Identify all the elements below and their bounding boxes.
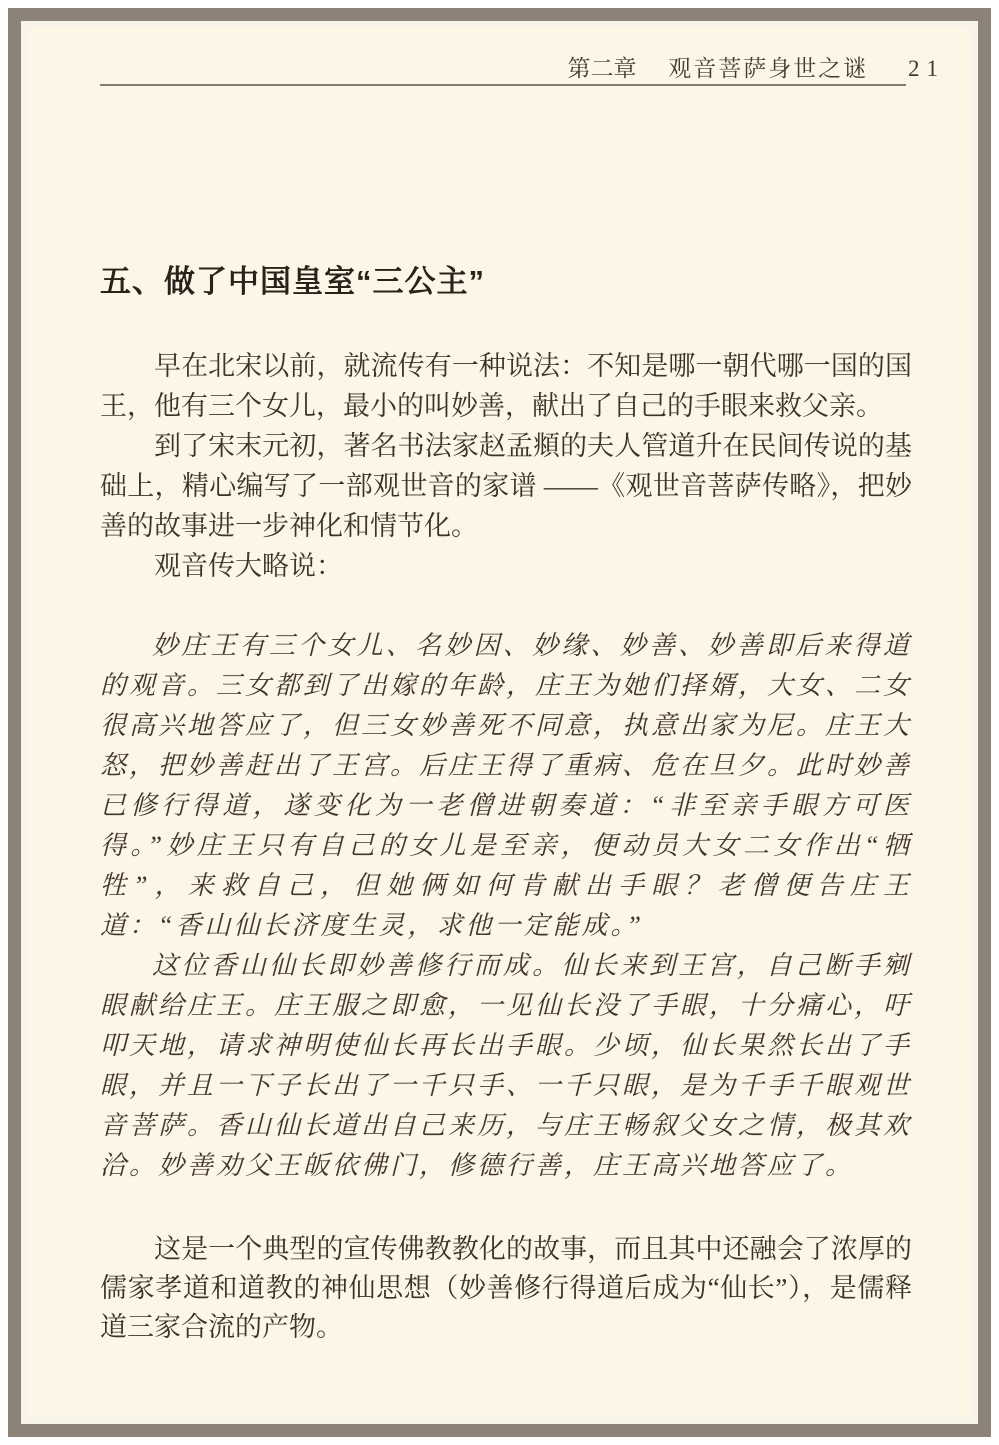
page-frame [8, 8, 991, 1437]
section-title: 五、做了中国皇室“三公主” [100, 264, 485, 299]
intro-paragraph: 早在北宋以前，就流传有一种说法：不知是哪一朝代哪一国的国王，他有三个女儿，最小的叫妙善，献出了自己的手眼来救父亲。 [100, 351, 912, 421]
page-content [100, 346, 912, 1347]
closing-paragraph: 这是一个典型的宣传佛教教化的故事，而且其中还融会了浓厚的儒家孝道和道教的神仙思想（妙善修行得道后成为“仙长”），是儒释道三家合流的产物。 [100, 1234, 912, 1342]
quote-paragraph: 这位香山仙长即妙善修行而成。仙长来到王宫，自己断手剜眼献给庄王。庄王服之即愈，一见仙长没了手眼，十分痛心，吁叩天地，请求神明使仙长再长出手眼。少顷，仙长果然长出了手眼，并且一下子长出了一千只手、一千只眼，是为千手千眼观世音菩萨。香山仙长道出自己来历，与庄王畅叙父女之情，极其欢洽。妙善劝父王皈依佛门，修德行善，庄王高兴地答应了。 [100, 951, 913, 1180]
page-number: 21 [908, 56, 945, 81]
chapter-label: 第二章 [567, 56, 637, 81]
quote-paragraph: 妙庄王有三个女儿、名妙因、妙缘、妙善、妙善即后来得道的观音。三女都到了出嫁的年龄，庄王为她们择婿，大女、二女很高兴地答应了，但三女妙善死不同意，执意出家为尼。庄王大怒，把妙善赶出了王宫。后庄王得了重病、危在旦夕。此时妙善已修行得道，遂变化为一老僧进朝奏道：“非至亲手眼方可医得。”妙庄王只有自己的女儿是至亲，便动员大女二女作出“牺牲”，来救自己，但她俩如何肯献出手眼？老僧便告庄王道：“香山仙长济度生灵，求他一定能成。” [100, 631, 913, 940]
story-quote-block [100, 626, 912, 1186]
intro-paragraph: 观音传大略说： [154, 551, 343, 581]
chapter-title: 观音菩萨身世之谜 [668, 56, 869, 81]
page [28, 28, 971, 1417]
page-header [100, 50, 945, 83]
header-rule [100, 84, 906, 86]
intro-paragraph: 到了宋末元初，著名书法家赵孟頫的夫人管道升在民间传说的基础上，精心编写了一部观世音的家谱 ——《观世音菩萨传略》，把妙善的故事进一步神化和情节化。 [100, 431, 912, 541]
